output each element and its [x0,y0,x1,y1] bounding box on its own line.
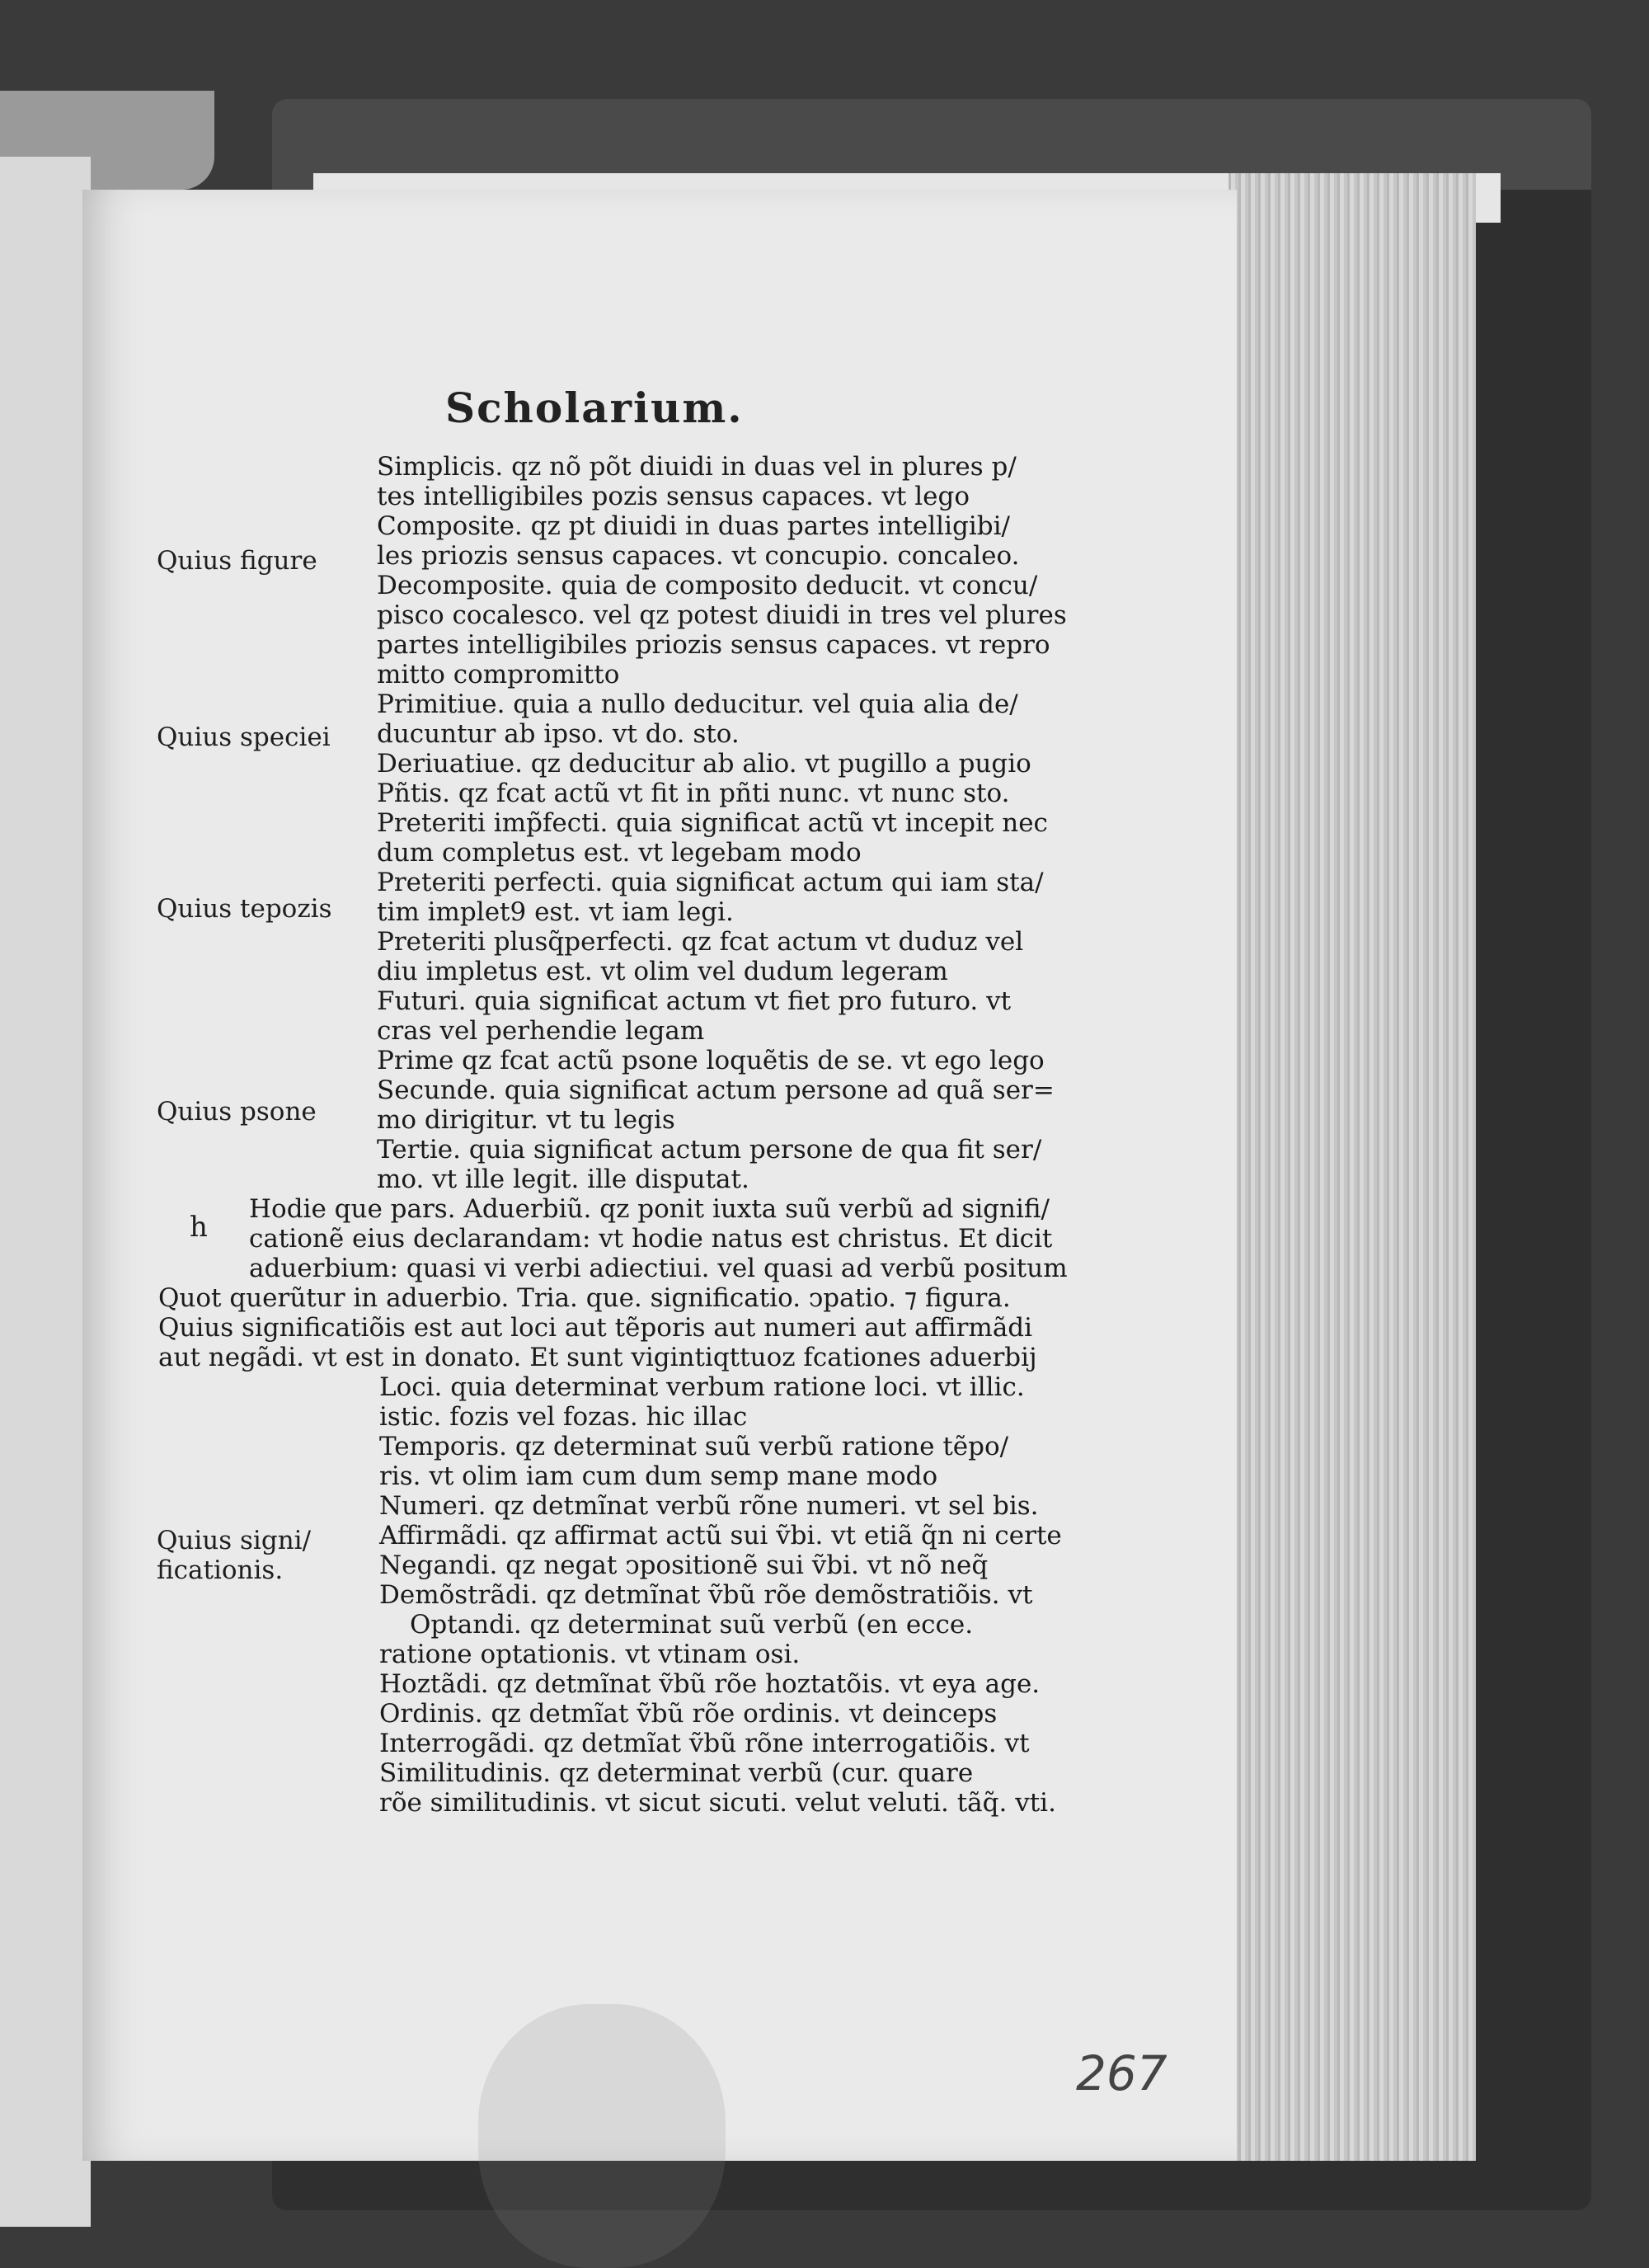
text-line: Pñtis. qz fcat actũ vt fit in pñti nunc. vt nunc sto. [377,779,1010,808]
text-line: Optandi. qz determinat suũ verbũ (en ecce. [410,1610,974,1640]
text-line: Preteriti imp̃fecti. quia significat actũ vt incepit nec [377,808,1048,838]
folio-number: 267 [1076,2045,1167,2101]
text-line: Secunde. quia significat actum persone ad quã ser= [377,1075,1055,1105]
text-line: mitto compromitto [377,660,620,689]
text-line: Demõstrãdi. qz detmĩnat ṽbũ rõe demõstratiõis. vt [379,1580,1033,1610]
text-line: Quot querũtur in aduerbio. Tria. que. significatio. ↄpatio. ⁊ figura. [158,1283,1011,1313]
text-line: ris. vt olim iam cum dum semp mane modo [379,1461,938,1491]
text-line: aut negãdi. vt est in donato. Et sunt vigintiqttuoz fcationes aduerbij [158,1343,1037,1372]
text-line: Loci. quia determinat verbum ratione loci. vt illic. [379,1372,1025,1402]
text-line: Preteriti perfecti. quia significat actum qui iam sta/ [377,868,1044,897]
text-line: Hodie que pars. Aduerbiũ. qz ponit iuxta suũ verbũ ad signifi/ [249,1194,1050,1224]
margin-label-tense: Quius tepozis [157,894,332,924]
text-line: mo dirigitur. vt tu legis [377,1105,675,1135]
text-line: Temporis. qz determinat suũ verbũ ratione tẽpo/ [379,1432,1009,1461]
text-line: Hoztãdi. qz detmĩnat ṽbũ rõe hoztatõis. vt eya age. [379,1669,1041,1699]
text-line: pisco cocalesco. vel qz potest diuidi in tres vel plures [377,600,1067,630]
facing-page-edge [0,157,91,2227]
text-line: Tertie. quia significat actum persone de qua fit ser/ [377,1135,1042,1165]
text-line: Affirmãdi. qz affirmat actũ sui ṽbi. vt etiã q̃n ni certe [379,1521,1062,1550]
text-line: dum completus est. vt legebam modo [377,838,862,868]
text-line: Futuri. quia significat actum vt fiet pro futuro. vt [377,986,1012,1016]
margin-label-signification-1: Quius signi/ [157,1526,312,1555]
text-line: aduerbium: quasi vi verbi adiectiui. vel quasi ad verbũ positum [249,1254,1068,1283]
text-line: istic. fozis vel fozas. hic illac [379,1402,748,1432]
margin-label-species: Quius speciei [157,722,331,752]
text-line: ducuntur ab ipso. vt do. sto. [377,719,740,749]
margin-initial-h: h [190,1211,208,1244]
text-line: mo. vt ille legit. ille disputat. [377,1165,749,1194]
text-line: Ordinis. qz detmĩat ṽbũ rõe ordinis. vt deinceps [379,1699,998,1729]
text-line: Prime qz fcat actũ psone loquẽtis de se. vt ego lego [377,1046,1045,1075]
margin-label-signification-2: ficationis. [157,1555,284,1585]
text-line: Numeri. qz detmĩnat verbũ rõne numeri. vt sel bis. [379,1491,1039,1521]
water-stain [478,2004,726,2268]
text-line: cras vel perhendie legam [377,1016,705,1046]
text-line: Decomposite. quia de composito deducit. vt concu/ [377,571,1038,600]
text-line: Negandi. qz negat ↄpositionẽ sui ṽbi. vt nõ neq̃ [379,1550,989,1580]
text-line: Similitudinis. qz determinat verbũ (cur. quare [379,1758,974,1788]
text-line: Preteriti plusq̃perfecti. qz fcat actum vt duduz vel [377,927,1024,957]
margin-label-person: Quius psone [157,1097,317,1127]
text-line: cationẽ eius declarandam: vt hodie natus est christus. Et dicit [249,1224,1053,1254]
page-edges-stack [1229,173,1476,2161]
text-line: rõe similitudinis. vt sicut sicuti. velut veluti. tãq̃. vti. [379,1788,1056,1818]
text-line: Interrogãdi. qz detmĩat ṽbũ rõne interrogatiõis. vt [379,1729,1030,1758]
text-line: ratione optationis. vt vtinam osi. [379,1640,801,1669]
text-line: Simplicis. qz nõ põt diuidi in duas vel in plures p/ [377,452,1017,482]
text-line: tes intelligibiles pozis sensus capaces. vt lego [377,482,970,511]
text-line: Primitiue. quia a nullo deducitur. vel quia alia de/ [377,689,1018,719]
text-line: diu impletus est. vt olim vel dudum legeram [377,957,948,986]
text-line: Composite. qz pt diuidi in duas partes intelligibi/ [377,511,1010,541]
text-line: tim implet9 est. vt iam legi. [377,897,734,927]
text-line: partes intelligibiles priozis sensus capaces. vt repro [377,630,1050,660]
text-line: les priozis sensus capaces. vt concupio. concaleo. [377,541,1020,571]
margin-label-figure: Quius figure [157,546,317,576]
running-head: Scholarium. [445,383,744,432]
text-line: Quius significatiõis est aut loci aut tẽporis aut numeri aut affirmãdi [158,1313,1033,1343]
text-line: Deriuatiue. qz deducitur ab alio. vt pugillo a pugio [377,749,1031,779]
